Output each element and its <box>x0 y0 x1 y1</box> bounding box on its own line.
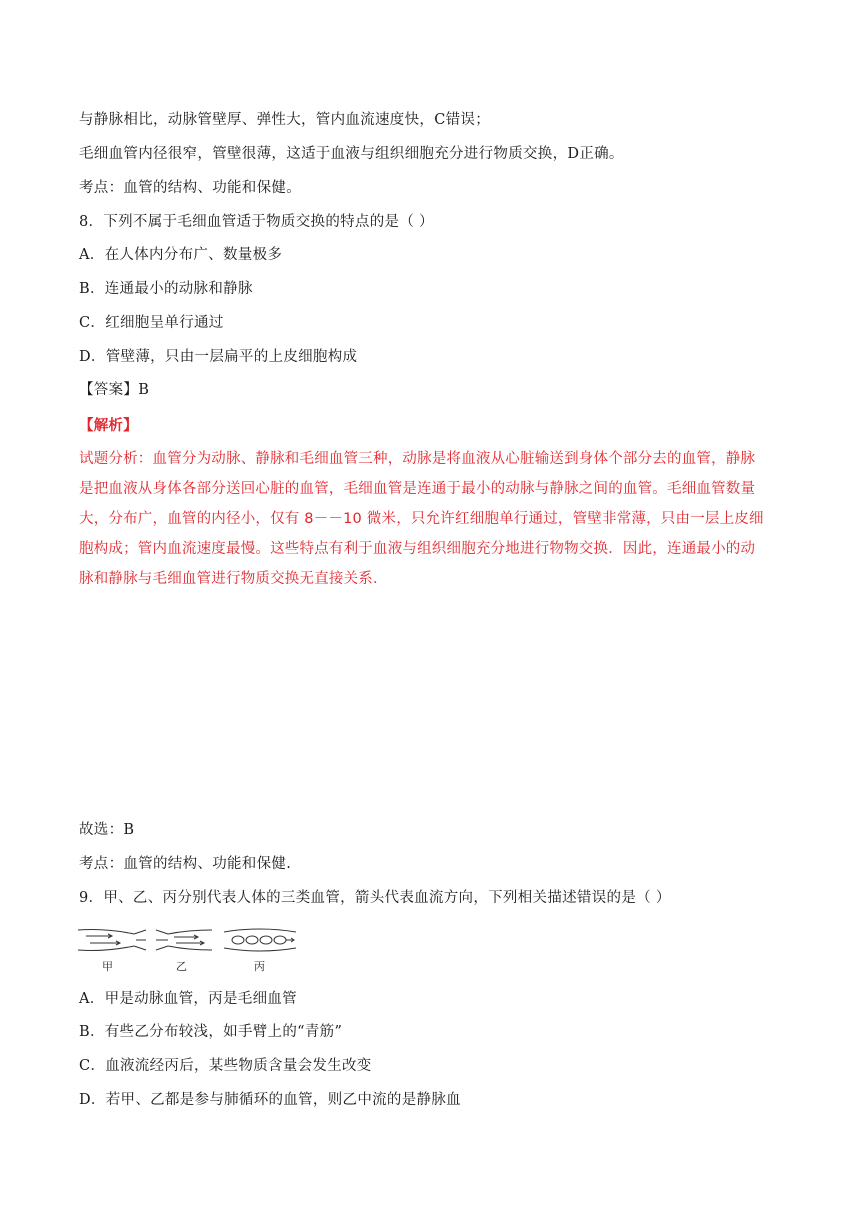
q8-option-d: D．管壁薄，只由一层扁平的上皮细胞构成 <box>79 349 358 365</box>
q9-option-b: B．有些乙分布较浅，如手臂上的“青筋” <box>79 1024 343 1040</box>
line-1: 与静脉相比，动脉管壁厚、弹性大，管内血流速度快，C错误； <box>79 112 490 128</box>
label-yi: 乙 <box>176 960 187 973</box>
q8-option-c: C．红细胞呈单行通过 <box>79 315 224 331</box>
analysis-line-5: 脉和静脉与毛细血管进行物质交换无直接关系． <box>79 571 388 587</box>
q8-stem: 8．下列不属于毛细血管适于物质交换的特点的是（ ） <box>79 214 434 230</box>
analysis-title: 【解析】 <box>79 418 138 434</box>
q9-option-d: D．若甲、乙都是参与肺循环的血管，则乙中流的是静脉血 <box>79 1092 461 1108</box>
q8-choice: 故选：B <box>79 822 135 838</box>
q9-option-c: C．血液流经丙后，某些物质含量会发生改变 <box>79 1058 372 1074</box>
analysis-line-4: 胞构成；管内血流速度最慢。这些特点有利于血液与组织细胞充分地进行物物交换．因此，连通最小的动 <box>79 541 756 557</box>
vessel-bing-diagram <box>222 924 298 956</box>
line-2: 毛细血管内径很窄，管壁很薄，这适于血液与组织细胞充分进行物质交换，D正确。 <box>79 146 624 162</box>
label-jia: 甲 <box>102 960 113 973</box>
q8-answer: 【答案】B <box>79 382 150 398</box>
analysis-line-2: 是把血液从身体各部分送回心脏的血管，毛细血管是连通于最小的动脉与静脉之间的血管。毛细血管数量 <box>79 481 756 497</box>
analysis-line-1: 试题分析：血管分为动脉、静脉和毛细血管三种，动脉是将血液从心脏输送到身体个部分去的血管，静脉 <box>79 451 756 467</box>
q8-option-b: B．连通最小的动脉和静脉 <box>79 281 253 297</box>
q9-stem: 9．甲、乙、丙分别代表人体的三类血管，箭头代表血流方向，下列相关描述错误的是（ ） <box>79 890 671 906</box>
vessel-yi-diagram <box>154 924 214 956</box>
label-bing: 丙 <box>254 960 265 973</box>
vessel-jia-diagram <box>76 924 148 956</box>
q8-option-a: A．在人体内分布广、数量极多 <box>79 247 283 263</box>
analysis-line-3: 大，分布广，血管的内径小，仅有 8－－10 微米，只允许红细胞单行通过，管壁非常薄，只由一层上皮细 <box>79 511 764 527</box>
line-3: 考点：血管的结构、功能和保健。 <box>79 180 301 196</box>
vessel-figure <box>76 924 306 976</box>
q9-option-a: A．甲是动脉血管，丙是毛细血管 <box>79 991 297 1007</box>
q8-kaodian: 考点：血管的结构、功能和保健. <box>79 856 292 872</box>
